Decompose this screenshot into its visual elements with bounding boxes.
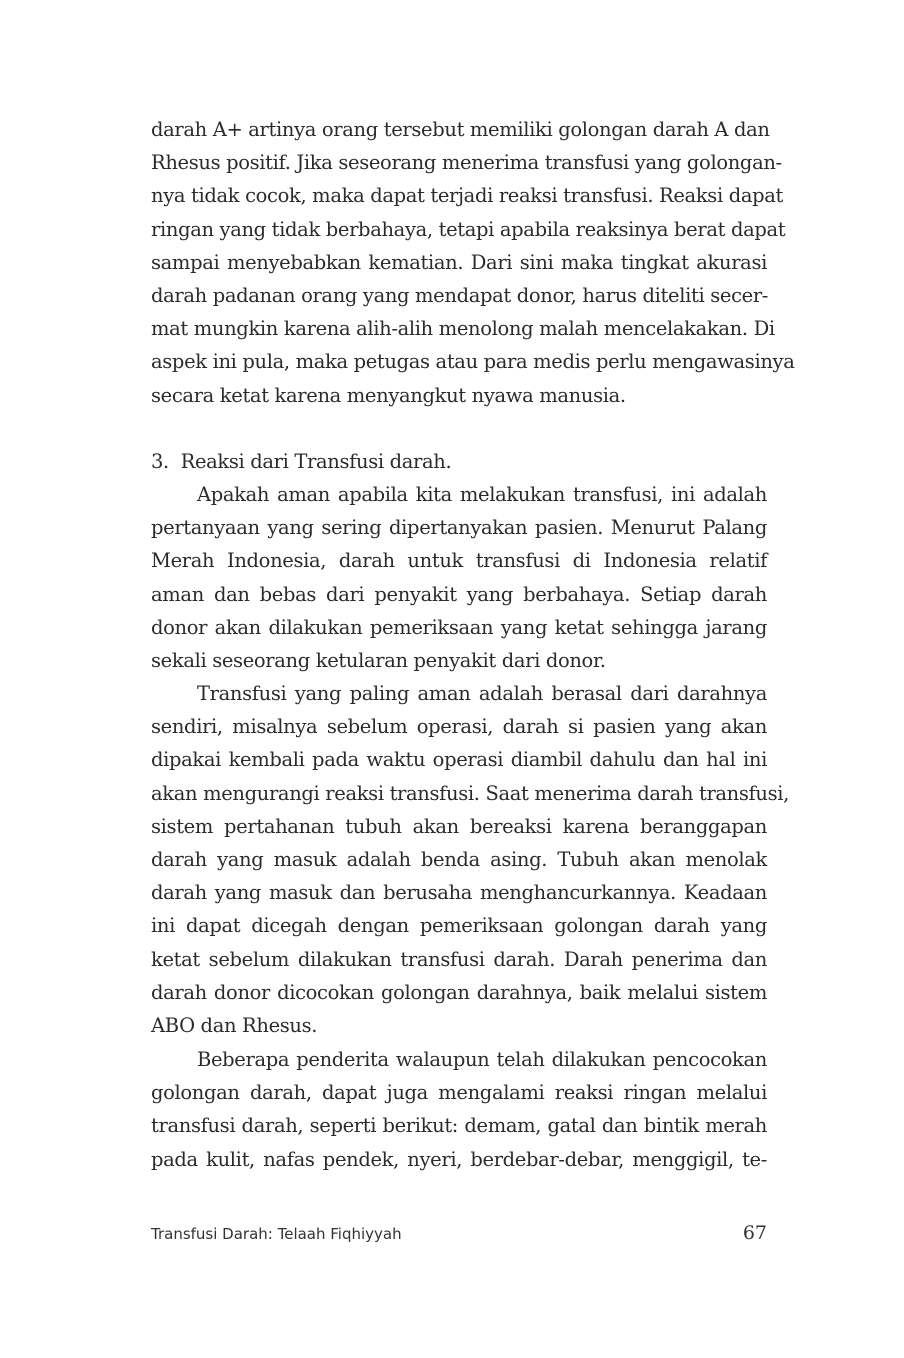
text-line: secara ketat karena menyangkut nyawa manusia. — [151, 383, 626, 407]
text-line: sekali seseorang ketularan penyakit dari donor. — [151, 648, 606, 672]
text-line: darah yang masuk dan berusaha menghancurkannya. Keadaan — [151, 881, 767, 905]
text-line: darah yang masuk adalah benda asing. Tubuh akan menolak — [151, 847, 767, 871]
text-line: nya tidak cocok, maka dapat terjadi reaksi transfusi. Reaksi dapat — [151, 184, 783, 208]
text-line: dipakai kembali pada waktu operasi diambil dahulu dan hal ini — [151, 748, 767, 772]
page-number: 67 — [742, 1222, 767, 1244]
text-line: ini dapat dicegah dengan pemeriksaan golongan darah yang — [151, 914, 767, 938]
section-heading-line — [151, 445, 767, 478]
text-line: darah padanan orang yang mendapat donor, harus diteliti secer- — [151, 283, 769, 307]
text-line: ringan yang tidak berbahaya, tetapi apabila reaksinya berat dapat — [151, 217, 786, 241]
page-footer — [151, 1222, 767, 1244]
text-line: aman dan bebas dari penyakit yang berbahaya. Setiap darah — [151, 582, 767, 606]
text-line: Rhesus positif. Jika seseorang menerima transfusi yang golongan- — [151, 151, 782, 175]
text-line: mat mungkin karena alih-alih menolong malah mencelakakan. Di — [151, 317, 775, 341]
text-line: darah donor dicocokan golongan darahnya, baik melalui sistem — [151, 980, 767, 1004]
text-line: pertanyaan yang sering dipertanyakan pasien. Menurut Palang — [151, 516, 767, 540]
text-line: sampai menyebabkan kematian. Dari sini maka tingkat akurasi — [151, 250, 767, 274]
text-line: transfusi darah, seperti berikut: demam, gatal dan bintik merah — [151, 1114, 767, 1138]
text-line: ketat sebelum dilakukan transfusi darah. Darah penerima dan — [151, 947, 767, 971]
text-line: darah A+ artinya orang tersebut memiliki golongan darah A dan — [151, 118, 770, 141]
text-line: golongan darah, dapat juga mengalami reaksi ringan melalui — [151, 1081, 767, 1105]
text-line: Transfusi yang paling aman adalah berasal dari darahnya — [197, 682, 767, 705]
section-heading — [151, 445, 767, 478]
text-line: donor akan dilakukan pemeriksaan yang ketat sehingga jarang — [151, 615, 767, 639]
paragraph-4 — [151, 1043, 767, 1176]
text-line: Apakah aman apabila kita melakukan transfusi, ini adalah — [197, 483, 767, 506]
paragraph-3 — [151, 677, 790, 1042]
text-line: aspek ini pula, maka petugas atau para medis perlu mengawasinya — [151, 350, 795, 374]
running-title: Transfusi Darah: Telaah Fiqhiyyah — [151, 1225, 402, 1243]
text-line: Beberapa penderita walaupun telah dilakukan pencocokan — [197, 1048, 767, 1071]
paragraph-2 — [151, 478, 767, 677]
text-line: sistem pertahanan tubuh akan bereaksi karena beranggapan — [151, 814, 767, 838]
text-line: akan mengurangi reaksi transfusi. Saat menerima darah transfusi, — [151, 781, 790, 805]
section-title: Reaksi dari Transfusi darah. — [180, 450, 452, 473]
text-line: pada kulit, nafas pendek, nyeri, berdebar-debar, menggigil, te- — [151, 1147, 767, 1171]
section-number: 3. — [151, 450, 169, 473]
text-line: sendiri, misalnya sebelum operasi, darah si pasien yang akan — [151, 715, 767, 739]
text-line: Merah Indonesia, darah untuk transfusi di Indonesia relatif — [151, 549, 767, 573]
paragraph-1 — [151, 113, 795, 412]
text-line: ABO dan Rhesus. — [151, 1013, 318, 1037]
